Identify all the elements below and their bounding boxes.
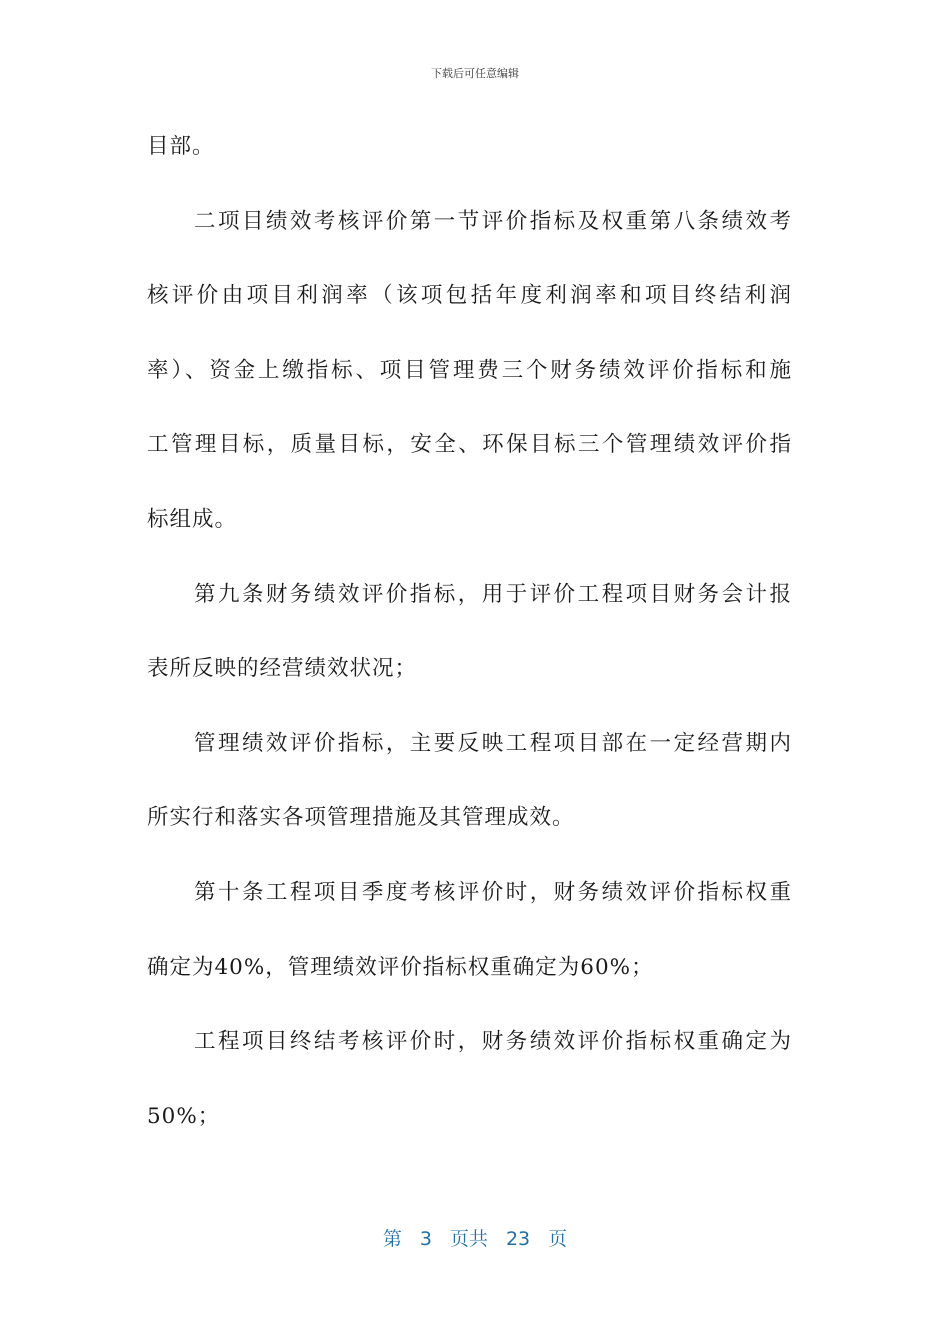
text-line: 标组成。	[147, 506, 238, 532]
text-line: 率）、资金上缴指标、项目管理费三个财务绩效评价指标和施	[147, 357, 792, 383]
text-line: 第十条工程项目季度考核评价时，财务绩效评价指标权重	[194, 879, 792, 905]
footer-middle: 页共	[449, 1228, 488, 1250]
footer-prefix: 第	[382, 1228, 402, 1250]
footer-total-pages: 23	[505, 1228, 531, 1250]
text-line: 二项目绩效考核评价第一节评价指标及权重第八条绩效考	[194, 208, 792, 234]
footer-current-page: 3	[419, 1228, 432, 1250]
text-line: 所实行和落实各项管理措施及其管理成效。	[147, 805, 575, 831]
text-line: 工管理目标，质量目标，安全、环保目标三个管理绩效评价指	[147, 432, 792, 458]
page-number-footer	[0, 1226, 950, 1252]
footer-suffix: 页	[548, 1228, 568, 1250]
document-body	[147, 120, 792, 1164]
text-line: 工程项目终结考核评价时，财务绩效评价指标权重确定为	[194, 1029, 792, 1055]
text-line: 确定为40%，管理绩效评价指标权重确定为60%；	[147, 954, 654, 980]
text-line: 核评价由项目利润率（该项包括年度利润率和项目终结利润	[147, 283, 792, 309]
page-header-note: 下载后可任意编辑	[431, 67, 519, 80]
text-line: 50%；	[147, 1103, 221, 1129]
text-line: 目部。	[147, 134, 215, 159]
text-line: 第九条财务绩效评价指标，用于评价工程项目财务会计报	[194, 581, 792, 607]
text-line: 表所反映的经营绩效状况；	[147, 656, 418, 682]
text-line: 管理绩效评价指标，主要反映工程项目部在一定经营期内	[194, 730, 792, 756]
